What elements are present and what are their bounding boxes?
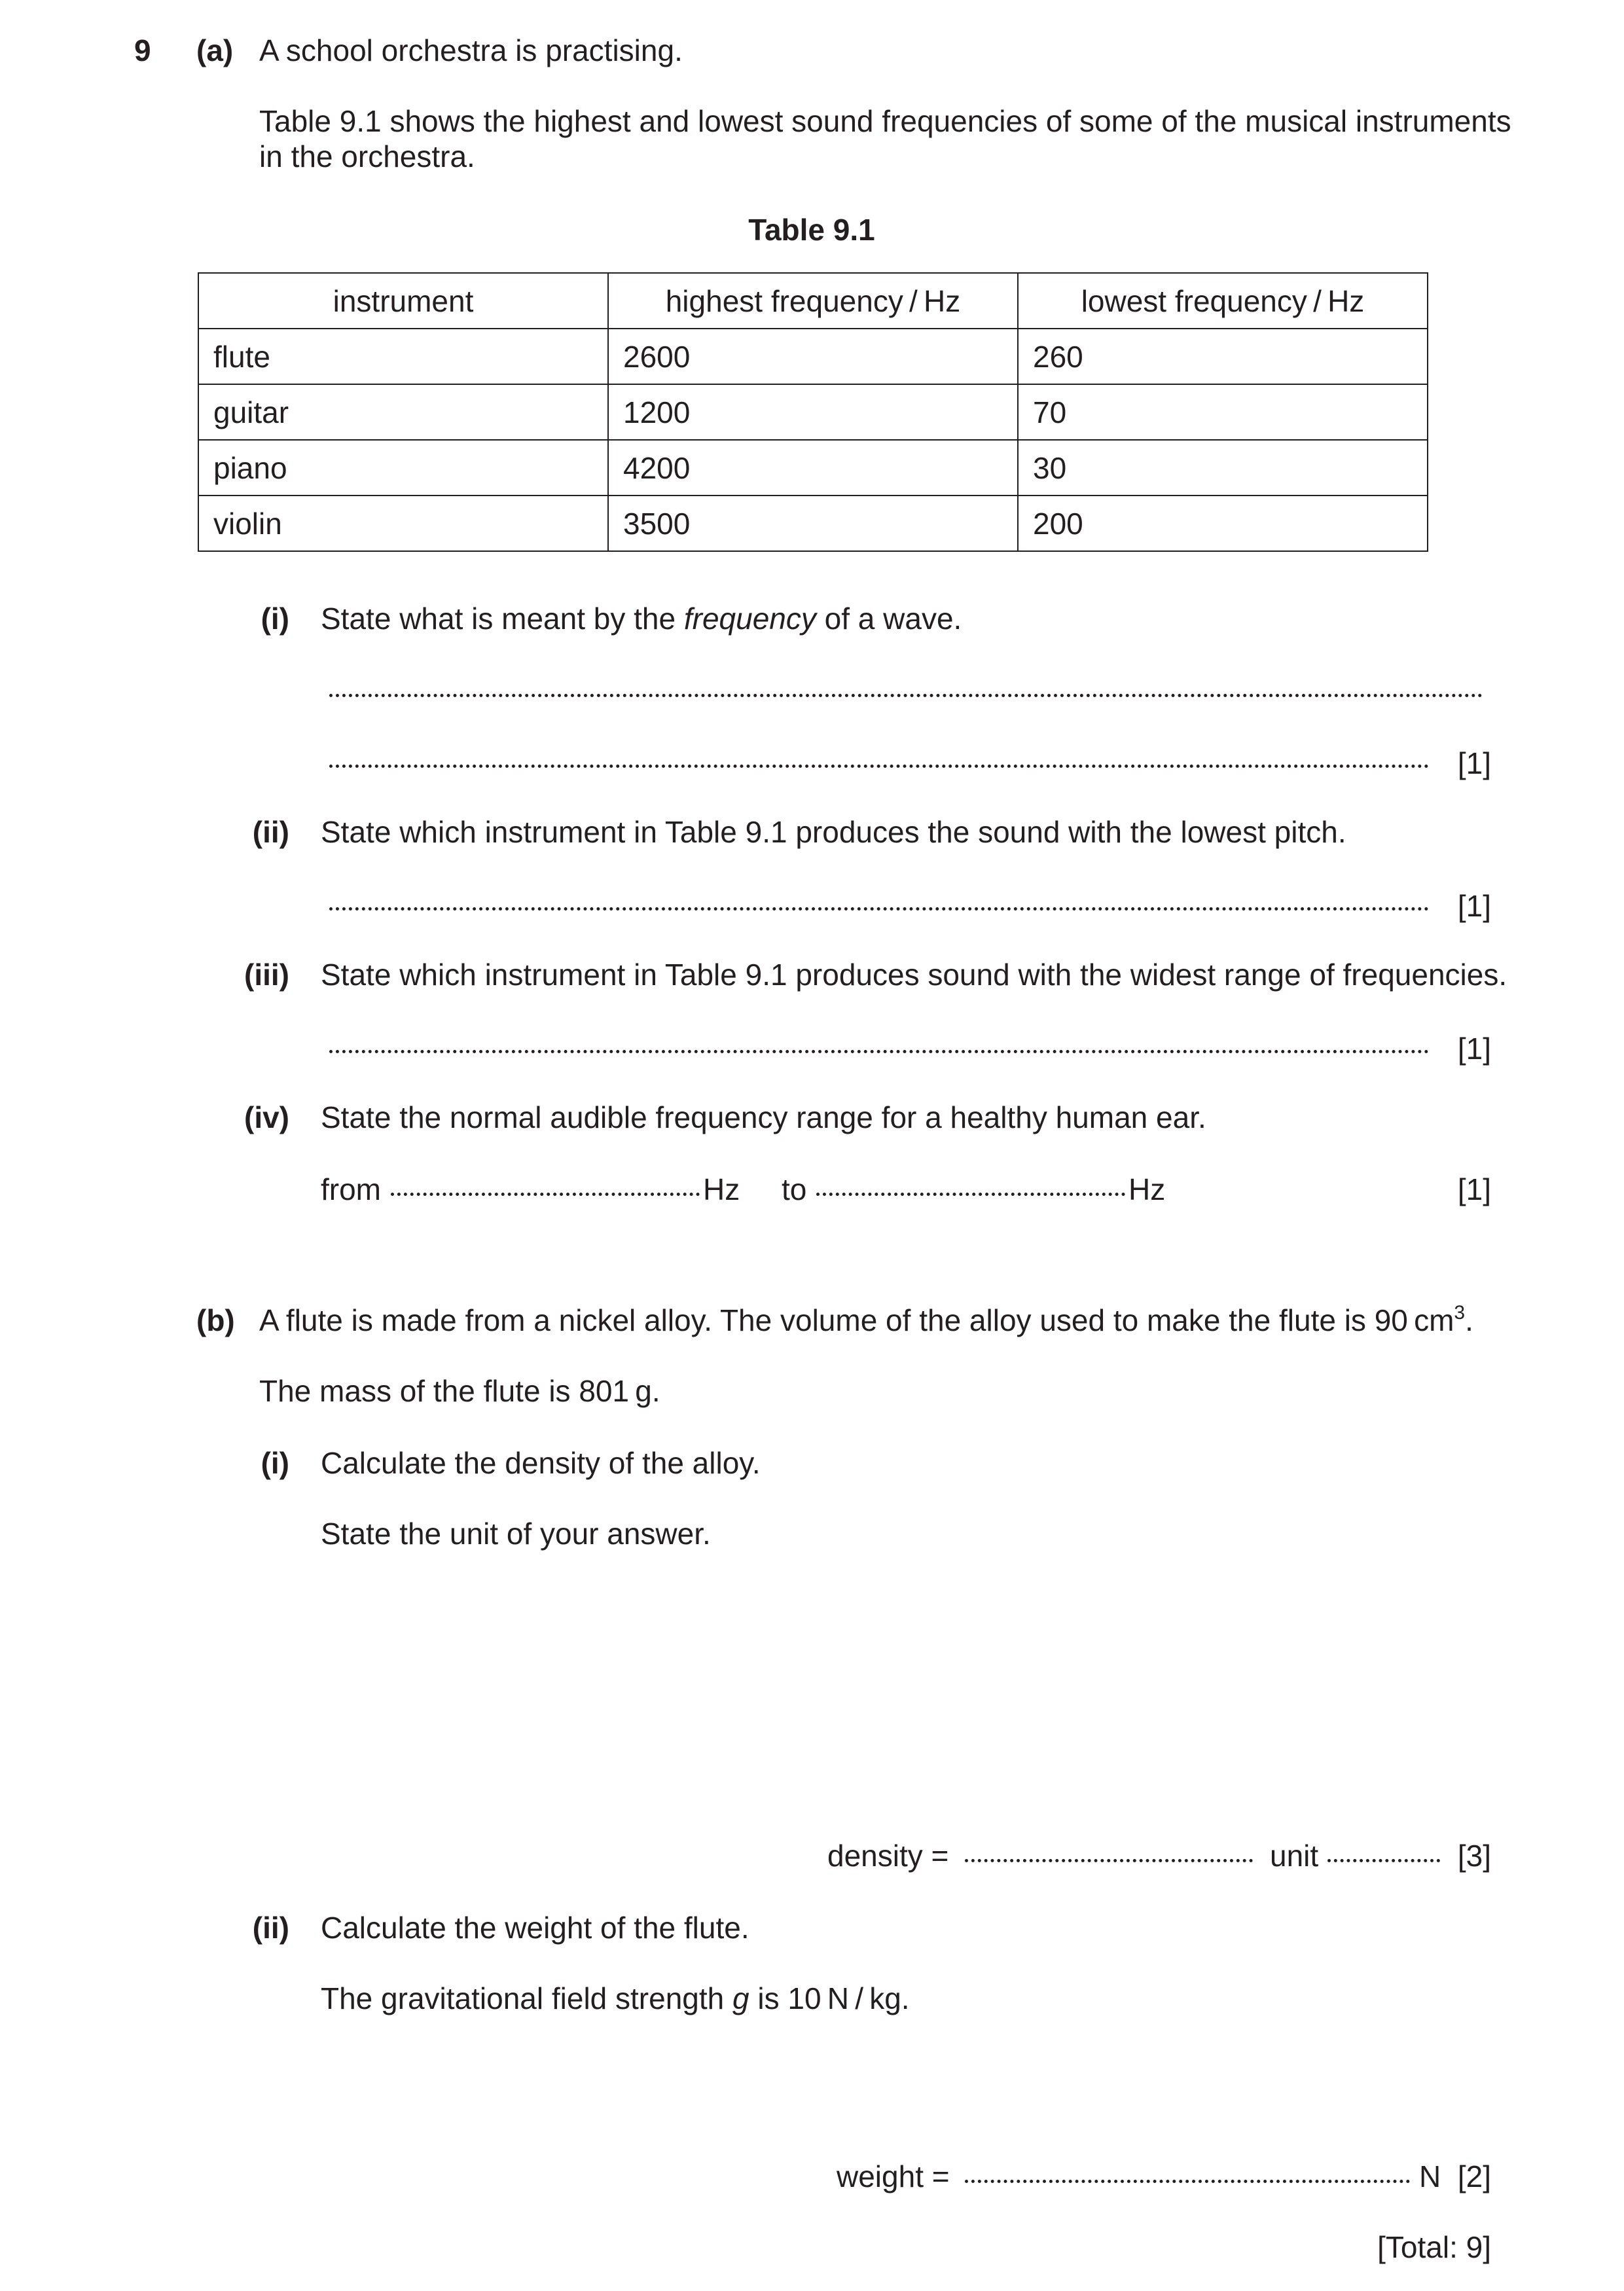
table-cell: flute: [198, 329, 608, 384]
part-a-intro: A school orchestra is practising.: [259, 33, 683, 67]
to-unit: Hz: [1128, 1172, 1166, 1206]
part-b-mass: The mass of the flute is 801 g.: [259, 1374, 660, 1408]
part-b-label: (b): [196, 1303, 235, 1337]
marks-a-iv: [1]: [1457, 1172, 1491, 1206]
to-label: to: [782, 1172, 807, 1206]
table-cell: 2600: [608, 329, 1018, 384]
question-b-ii-text2-after: is 10 N / kg.: [749, 1981, 910, 2015]
total-marks: [Total: 9]: [1377, 2230, 1491, 2264]
sub-label-a-iii: (iii): [244, 958, 289, 992]
question-a-i-text-after: of a wave.: [816, 602, 962, 636]
question-a-i: [321, 604, 962, 634]
marks-b-i: [3]: [1457, 1839, 1491, 1873]
question-b-ii-text2-before: The gravitational field strength: [321, 1981, 733, 2015]
answer-line-weight[interactable]: [965, 2180, 1410, 2183]
table-cell: violin: [198, 496, 608, 551]
table-cell: guitar: [198, 384, 608, 440]
question-a-ii-text: State which instrument in Table 9.1 produces the sound with the lowest pitch.: [321, 815, 1346, 849]
question-b-ii-text: Calculate the weight of the flute.: [321, 1911, 749, 1945]
table-header: lowest frequency / Hz: [1018, 273, 1428, 329]
from-unit: Hz: [703, 1172, 740, 1206]
sub-label-a-ii: (ii): [252, 815, 289, 849]
table-cell: 70: [1018, 384, 1428, 440]
table-cell: piano: [198, 440, 608, 496]
weight-label: weight =: [837, 2159, 950, 2193]
question-a-iii-text: State which instrument in Table 9.1 produces sound with the widest range of frequencies.: [321, 958, 1507, 992]
density-label: density =: [827, 1839, 949, 1873]
marks-a-ii: [1]: [1457, 889, 1491, 923]
table-cell: 260: [1018, 329, 1428, 384]
answer-line-a-i-2[interactable]: [329, 765, 1429, 768]
answer-line-density[interactable]: [965, 1859, 1253, 1862]
part-b-intro-superscript: 3: [1454, 1302, 1466, 1324]
table-cell: 30: [1018, 440, 1428, 496]
marks-a-i: [1]: [1457, 746, 1491, 780]
question-a-i-text-before: State what is meant by the: [321, 602, 684, 636]
table-cell: 1200: [608, 384, 1018, 440]
part-b-intro-text: A flute is made from a nickel alloy. The volume of the alloy used to make the flute is 90 cm: [259, 1303, 1454, 1337]
table-cell: 4200: [608, 440, 1018, 496]
table-header: highest frequency / Hz: [608, 273, 1018, 329]
question-a-iv-text: State the normal audible frequency range for a healthy human ear.: [321, 1100, 1206, 1134]
marks-a-iii: [1]: [1457, 1032, 1491, 1066]
question-number: 9: [134, 33, 151, 67]
part-a-label: (a): [196, 33, 234, 67]
table-title: Table 9.1: [748, 213, 875, 247]
table-intro-line2: in the orchestra.: [259, 139, 475, 173]
table-row: [198, 384, 1428, 440]
answer-line-a-i-1[interactable]: [329, 694, 1483, 697]
frequency-table: [198, 272, 1428, 552]
question-b-i-text2: State the unit of your answer.: [321, 1517, 711, 1551]
weight-unit: N: [1419, 2159, 1441, 2193]
sub-label-a-iv: (iv): [244, 1100, 289, 1134]
table-header-row: [198, 273, 1428, 329]
table-intro-line1: Table 9.1 shows the highest and lowest sound frequencies of some of the musical instruments: [259, 104, 1511, 138]
question-b-ii-italic: g: [732, 1981, 749, 2015]
table-cell: 200: [1018, 496, 1428, 551]
question-a-i-italic: frequency: [683, 602, 816, 636]
sub-label-b-ii: (ii): [252, 1911, 289, 1945]
answer-line-from[interactable]: [391, 1193, 700, 1196]
from-label: from: [321, 1172, 381, 1206]
unit-label: unit: [1270, 1839, 1319, 1873]
question-b-i-text: Calculate the density of the alloy.: [321, 1446, 761, 1480]
sub-label-a-i: (i): [261, 602, 289, 636]
part-b-intro: [259, 1302, 1473, 1337]
answer-line-a-ii[interactable]: [329, 907, 1429, 911]
answer-line-a-iii[interactable]: [329, 1050, 1429, 1053]
part-b-intro-end: .: [1465, 1303, 1473, 1337]
table-row: [198, 329, 1428, 384]
table-row: [198, 496, 1428, 551]
table-row: [198, 440, 1428, 496]
question-b-ii-text2: [321, 1983, 910, 2013]
table-header: instrument: [198, 273, 608, 329]
table-cell: 3500: [608, 496, 1018, 551]
answer-line-to[interactable]: [816, 1193, 1125, 1196]
sub-label-b-i: (i): [261, 1446, 289, 1480]
marks-b-ii: [2]: [1457, 2159, 1491, 2193]
